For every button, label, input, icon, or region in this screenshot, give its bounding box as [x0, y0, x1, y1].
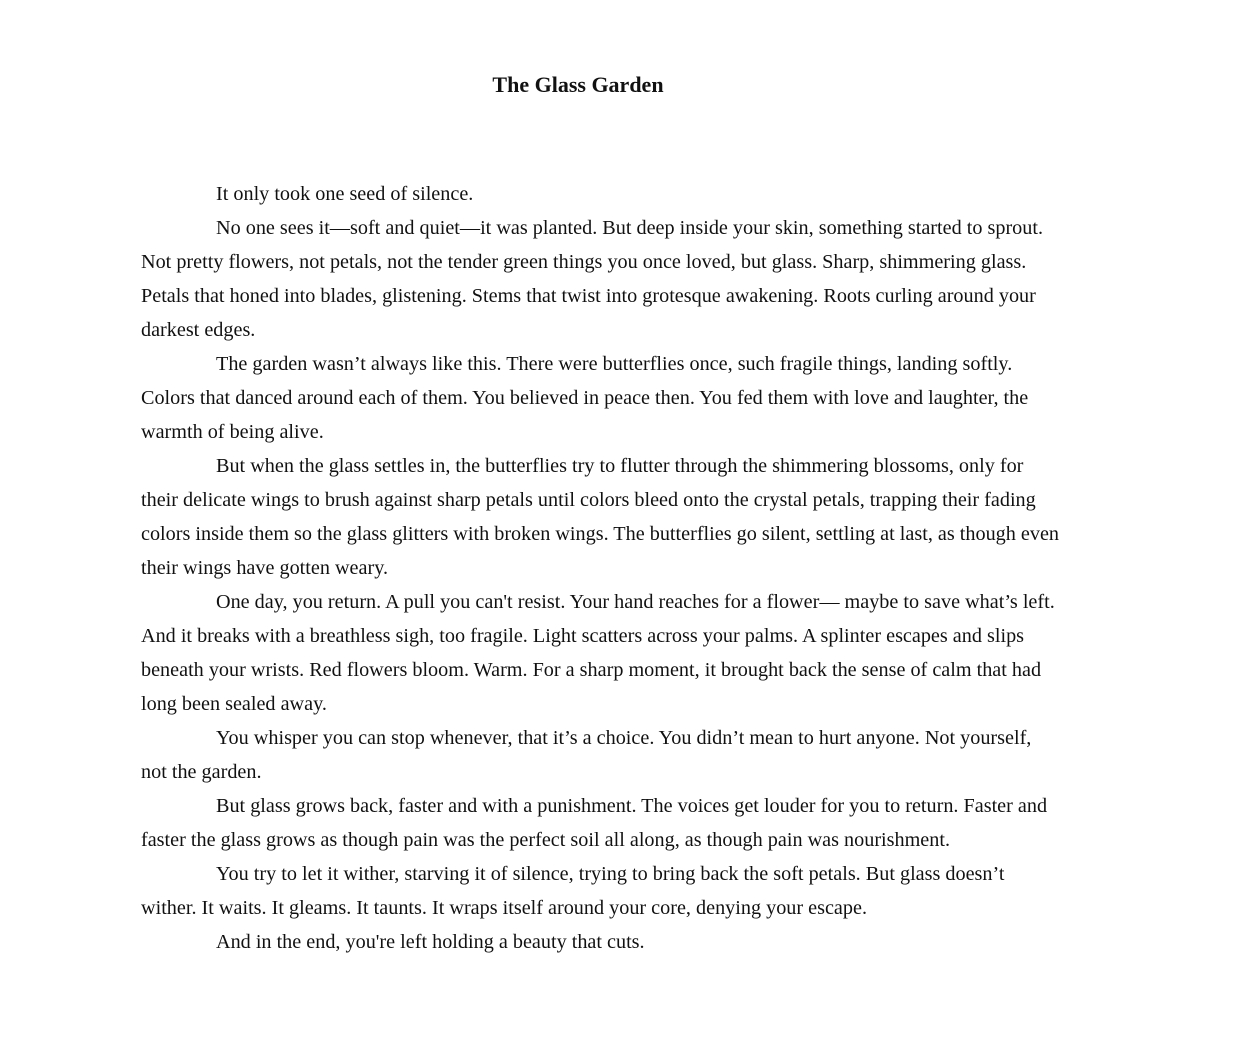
paragraph-line: But when the glass settles in, the butterflies try to flutter through the shimmering blossoms, only for — [216, 455, 1024, 477]
paragraph — [141, 211, 1105, 347]
paragraph-line: But glass grows back, faster and with a punishment. The voices get louder for you to return. Faster and — [216, 795, 1048, 817]
paragraph-line: No one sees it—soft and quiet—it was planted. But deep inside your skin, something started to sprout. — [216, 217, 1044, 239]
paragraph-line: not the garden. — [141, 761, 262, 783]
paragraph-line: warmth of being alive. — [141, 421, 324, 443]
paragraph — [141, 721, 1105, 789]
paragraph-line: darkest edges. — [141, 319, 256, 341]
paragraph-line: You whisper you can stop whenever, that it’s a choice. You didn’t mean to hurt anyone. Not yourself, — [216, 727, 1032, 749]
paragraph — [141, 585, 1105, 721]
paragraph-line: The garden wasn’t always like this. There were butterflies once, such fragile things, landing softly. — [216, 353, 1013, 375]
paragraph — [141, 857, 1105, 925]
paragraph — [141, 347, 1105, 449]
paragraph-line: And in the end, you're left holding a beauty that cuts. — [216, 931, 645, 953]
paragraph-line: And it breaks with a breathless sigh, too fragile. Light scatters across your palms. A splinter escapes and slips — [141, 625, 1025, 647]
paragraph-line: beneath your wrists. Red flowers bloom. Warm. For a sharp moment, it brought back the sense of calm that had — [141, 659, 1042, 681]
paragraph — [141, 449, 1105, 585]
paragraph-line: faster the glass grows as though pain was the perfect soil all along, as though pain was nourishment. — [141, 829, 951, 851]
paragraph — [141, 789, 1105, 857]
document-title: The Glass Garden — [492, 72, 664, 97]
paragraph-line: It only took one seed of silence. — [216, 183, 474, 205]
paragraph-line: their delicate wings to brush against sharp petals until colors bleed onto the crystal petals, trapping their fading — [141, 489, 1036, 511]
paragraph-line: One day, you return. A pull you can't resist. Your hand reaches for a flower— maybe to save what’s left. — [216, 591, 1055, 613]
paragraph-line: long been sealed away. — [141, 693, 327, 715]
paragraph — [141, 925, 1105, 959]
paragraph-line: Not pretty flowers, not petals, not the tender green things you once loved, but glass. Sharp, shimmering glass. — [141, 251, 1027, 273]
paragraph — [141, 177, 1105, 211]
paragraph-line: You try to let it wither, starving it of silence, trying to bring back the soft petals. But glass doesn’t — [216, 863, 1005, 885]
document-body — [141, 177, 1105, 959]
paragraph-line: wither. It waits. It gleams. It taunts. It wraps itself around your core, denying your escape. — [141, 897, 867, 919]
paragraph-line: their wings have gotten weary. — [141, 557, 389, 579]
paragraph-line: colors inside them so the glass glitters with broken wings. The butterflies go silent, settling at last, as though even — [141, 523, 1060, 545]
paragraph-line: Colors that danced around each of them. You believed in peace then. You fed them with love and laughter, the — [141, 387, 1029, 409]
paragraph-line: Petals that honed into blades, glistening. Stems that twist into grotesque awakening. Roots curling around your — [141, 285, 1036, 307]
